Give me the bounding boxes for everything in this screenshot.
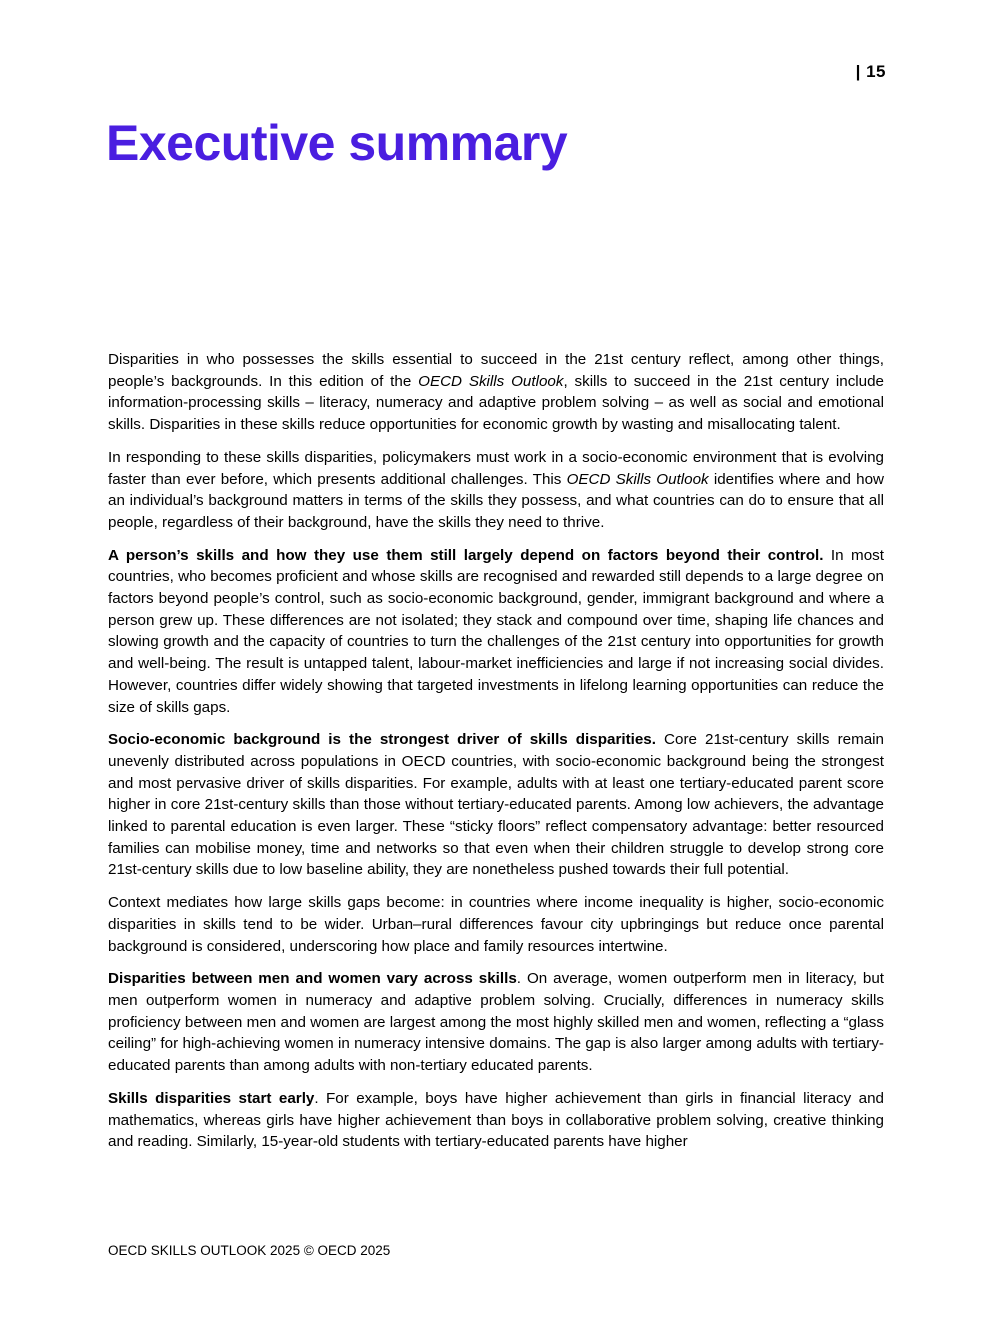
text-run: OECD Skills Outlook	[566, 470, 709, 488]
text-run: OECD Skills Outlook	[418, 372, 564, 390]
text-run: Core 21st-century skills remain unevenly distributed across populations in OECD countries, with socio-economic background being the strongest and most pervasive driver of skills disparities. For example, adults with at least one tertiary-educated parent score higher in core 21st-century skills than those without tertiary-educated parents. Among low achievers, the advantage linked to parental education is even larger. These “sticky floors” reflect compensatory advantage: better resourced families can mobilise money, time and networks so that even when their children struggle to develop strong core 21st-century skills due to low baseline ability, they are nonetheless pushed towards their full potential.	[108, 731, 884, 879]
text-run: A person’s skills and how they use them still largely depend on factors beyond their control.	[108, 546, 824, 564]
text-run: In responding to these skills disparities, policymakers must work in a socio-economic environment that is evolving faster than ever before, which presents additional challenges. This	[108, 448, 884, 488]
body-content	[108, 349, 884, 1164]
page-number: | 15	[855, 62, 886, 81]
paragraph-start-early	[108, 1088, 884, 1153]
text-run: Skills disparities start early	[108, 1089, 315, 1107]
page-title: Executive summary	[106, 115, 568, 171]
text-run: identifies where and how an individual’s background matters in terms of the skills they possess, and what countries can do to ensure that all people, regardless of their background, have the skills they need to thrive.	[108, 470, 884, 531]
paragraph-men-women	[108, 968, 884, 1077]
text-run: Disparities between men and women vary across skills	[108, 970, 517, 988]
text-run: Disparities in who possesses the skills essential to succeed in the 21st century reflect, among other things, people’s backgrounds. In this edition of the	[108, 351, 884, 390]
text-run: Context mediates how large skills gaps become: in countries where income inequality is higher, socio-economic disparities in skills tend to be wider. Urban–rural differences favour city upbringings but reduce once parental background is considered, underscoring how place and family resources intertwine.	[108, 894, 884, 955]
paragraph-socio-economic	[108, 729, 884, 881]
paragraph-responding	[108, 447, 884, 534]
paragraph-context	[108, 892, 884, 957]
text-run: Socio-economic background is the strongest driver of skills disparities.	[108, 731, 656, 749]
paragraph-persons-skills	[108, 545, 884, 719]
text-run: . On average, women outperform men in literacy, but men outperform women in numeracy and adaptive problem solving. Crucially, differences in numeracy skills proficiency between men and women are largest among the most highly skilled men and women, reflecting a “glass ceiling” for high-achieving women in numeracy intensive domains. The gap is also larger among adults with tertiary-educated parents than among adults with non-tertiary educated parents.	[108, 970, 884, 1075]
paragraph-intro	[108, 349, 884, 436]
text-run: . For example, boys have higher achievement than girls in financial literacy and mathematics, whereas girls have higher achievement than boys in collaborative problem solving, creative thinking and reading. Similarly, 15-year-old students with tertiary-educated parents have higher	[108, 1089, 884, 1151]
text-run: , skills to succeed in the 21st century include information-processing skills – literacy, numeracy and adaptive problem solving – as well as social and emotional skills. Disparities in these skills reduce opportunities for economic growth by wasting and misallocating talent.	[108, 372, 885, 434]
footer-text: OECD SKILLS OUTLOOK 2025 © OECD 2025	[108, 1243, 391, 1258]
text-run: In most countries, who becomes proficient and whose skills are recognised and rewarded still depends to a large degree on factors beyond people’s control, such as socio-economic background, gender, immigrant background and where a person grew up. These differences are not isolated; they stack and compound over time, shaping life chances and slowing growth and the capacity of countries to turn the challenges of the 21st century into opportunities for growth and well-being. The result is untapped talent, labour-market inefficiencies and large if not increasing social divides. However, countries differ widely showing that targeted investments in lifelong learning opportunities can reduce the size of skills gaps.	[108, 546, 884, 716]
